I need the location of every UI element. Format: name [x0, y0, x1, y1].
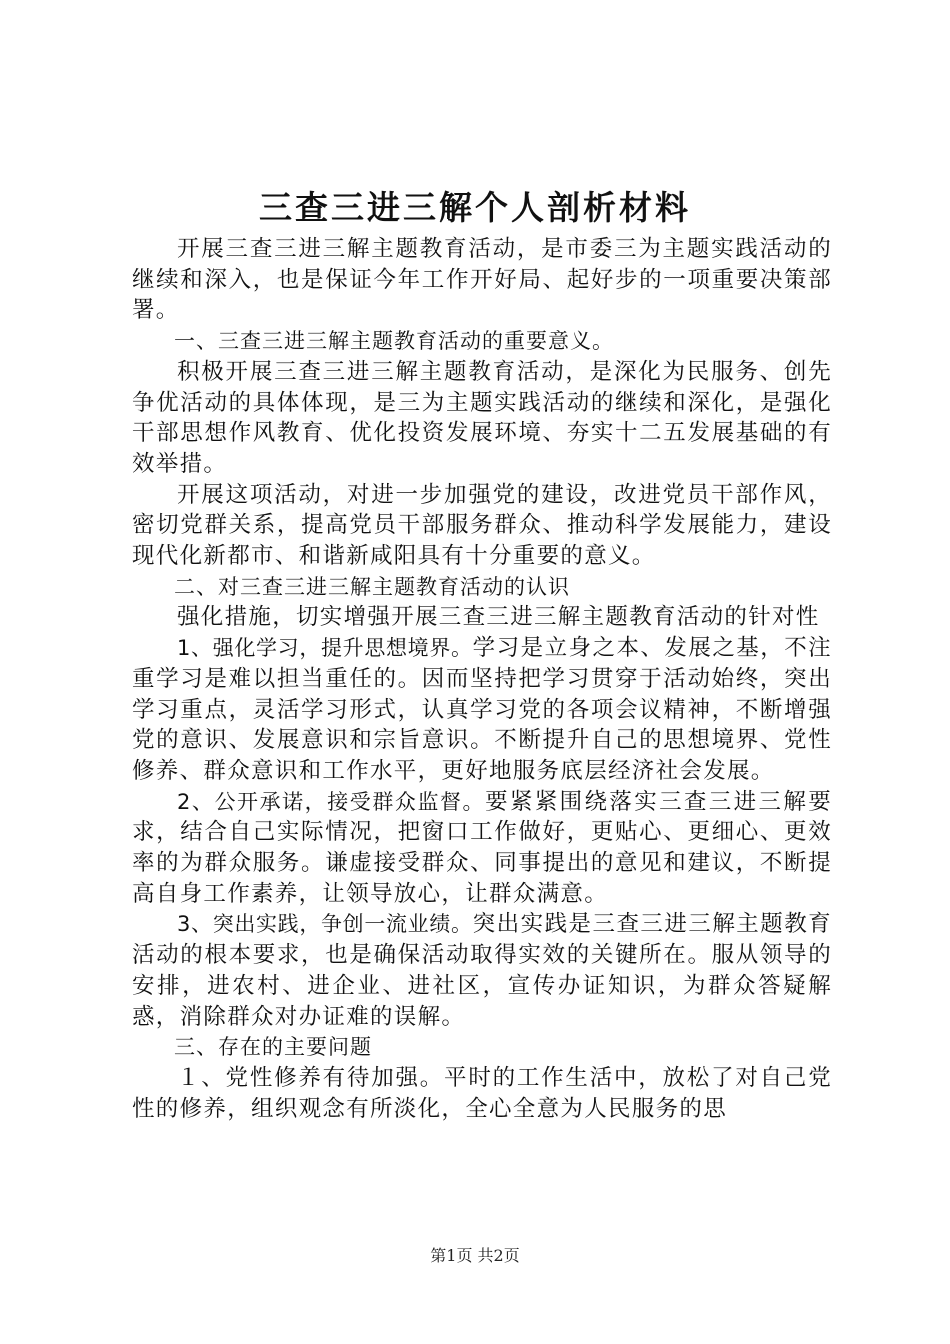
body-paragraph: 开展这项活动，对进一步加强党的建设，改进党员干部作风，密切党群关系，提高党员干部服务群众、推动科学发展能力，建设现代化新都市、和谐新咸阳具有十分重要的意义。 [132, 481, 832, 570]
body-paragraph: 强化措施，切实增强开展三查三进三解主题教育活动的针对性 [177, 604, 820, 631]
intro-paragraph: 开展三查三进三解主题教育活动，是市委三为主题实践活动的继续和深入，也是保证今年工作开好局、起好步的一项重要决策部署。 [132, 236, 832, 324]
paragraph-lead: 1、强化学习，提升思想境界。 [177, 636, 473, 661]
numbered-paragraph-1 [132, 633, 832, 787]
numbered-paragraph-2 [132, 787, 832, 910]
section-heading-2: 二、对三查三进三解主题教育活动的认识 [174, 574, 570, 599]
paragraph-text: 要紧紧围绕落实三查三进三解要求，结合自己实际情况，把窗口工作做好，更贴心、更细心、更效率的为群众服务。谦虚接受群众、同事提出的意见和建议，不断提高自身工作素养，让领导放心，让群众满意。 [132, 788, 832, 907]
paragraph-text: 学习是立身之本、发展之基，不注重学习是难以担当重任的。因而坚持把学习贯穿于活动始终，突出学习重点，灵活学习形式，认真学习党的各项会议精神，不断增强党的意识、发展意识和宗旨意识。不断提升自己的思想境界、党性修养、群众意识和工作水平，更好地服务底层经济社会发展。 [132, 635, 832, 784]
document-body [132, 234, 832, 1124]
section-heading-3: 三、存在的主要问题 [174, 1035, 372, 1060]
paragraph-lead: 3、突出实践，争创一流业绩。 [177, 912, 473, 937]
document-title: 三查三进三解个人剖析材料 [259, 188, 691, 227]
body-paragraph: １、党性修养有待加强。平时的工作生活中，放松了对自己党性的修养，组织观念有所淡化，全心全意为人民服务的思 [132, 1064, 832, 1122]
body-paragraph: 积极开展三查三进三解主题教育活动，是深化为民服务、创先争优活动的具体体现，是三为主题实践活动的继续和深化，是强化干部思想作风教育、优化投资发展环境、夯实十二五发展基础的有效举措。 [132, 358, 832, 477]
paragraph-lead: 2、公开承诺，接受群众监督。 [177, 789, 486, 814]
numbered-paragraph-3 [132, 909, 832, 1032]
page-footer: 第1页 共2页 [430, 1246, 520, 1265]
paragraph-text: 突出实践是三查三进三解主题教育活动的根本要求，也是确保活动取得实效的关键所在。服从领导的安排，进农村、进企业、进社区，宣传办证知识，为群众答疑解惑，消除群众对办证难的误解。 [132, 911, 832, 1030]
section-heading-1: 一、三查三进三解主题教育活动的重要意义。 [174, 329, 614, 354]
